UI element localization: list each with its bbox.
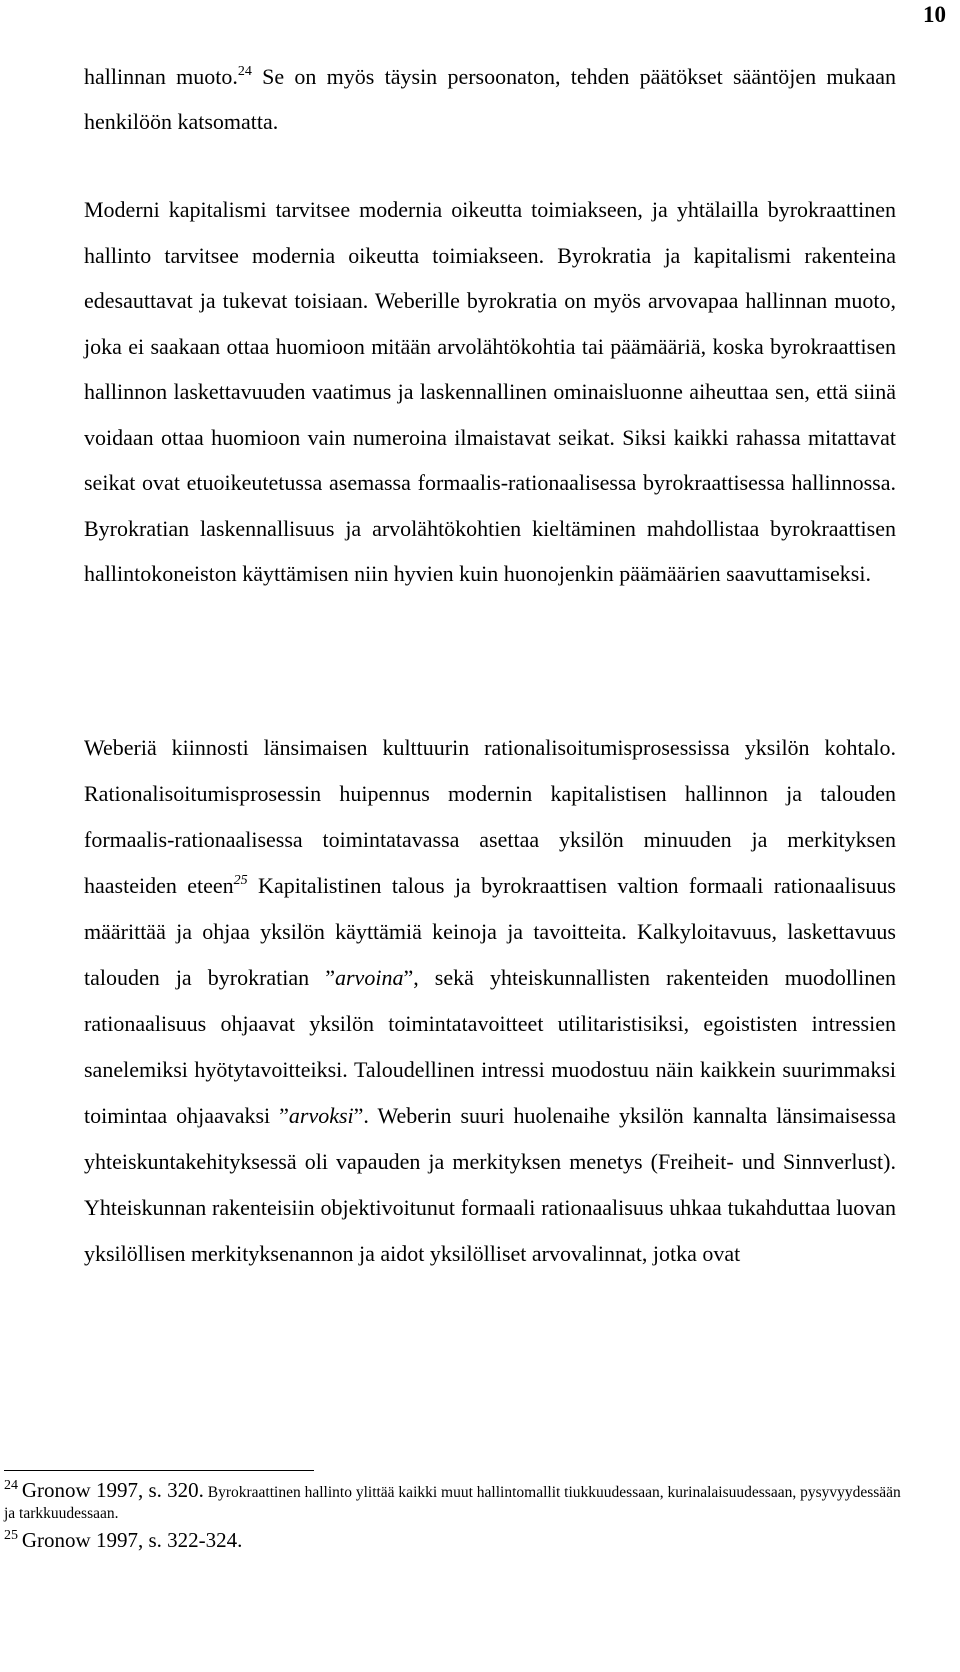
paragraph-2 [84,187,896,597]
paragraph-1-rest: Se on myös täysin persoonaton, tehden päätökset sääntöjen mukaan henkilöön katsomatta. [84,64,897,134]
paragraph-3-part2: Kapitalistinen talous ja byrokraattisen valtion formaali rationaalisuus määrittää ja ohjaa yksilön käyttämiä keinoja ja tavoitteita. Kalkyloitavuus, laskettavuus talouden ja byrokratian ” [84,873,896,990]
footnote-number: 24 [4,1478,18,1493]
italic-arvoina: arvoina [335,965,404,990]
paragraph-3-part1: Weberiä kiinnosti länsimaisen kulttuurin rationalisoitumisprosessissa yksilön kohtalo. Rationalisoitumisprosessin huipennus modernin kapitalistisen hallinnon ja talouden formaalis-rationaalisessa toimintatavassa asettaa yksilön minuuden ja merkityksen haasteiden eteen [84,735,896,898]
footnote-text: Byrokraattinen hallinto ylittää kaikki muut hallintomallit tiukkuudessaan, kurinalaisuudessaan, pysyvyydessään ja tarkkuudessaan. [4,1484,901,1522]
footnote-ref-25: 25 [233,873,248,888]
footnote-source: Gronow 1997, s. 320. [21,1478,204,1502]
page-number: 10 [923,2,946,27]
paragraph-1-start: hallinnan muoto. [84,64,238,89]
footnotes [4,1480,904,1553]
paragraph-2-text: Moderni kapitalismi tarvitsee modernia oikeutta toimiakseen, ja yhtälailla byrokraattinen hallinto tarvitsee modernia oikeutta toimiakseen. Byrokratia ja kapitalismi rakenteina edesauttavat ja tukevat toisiaan. Weberille byrokratia on myös arvovapaa hallinnan muoto, joka ei saakaan ottaa huomioon mitään arvolähtökohtia tai päämääriä, koska byrokraattisen hallinnon laskettavuuden vaatimus ja laskennallinen ominaisluonne aiheuttaa sen, että siinä voidaan ottaa huomioon vain numeroina ilmaistavat seikat. Siksi kaikki rahassa mitattavat seikat ovat etuoikeutetussa asemassa formaalis-rationaalisessa byrokraattisessa hallinnossa. Byrokratian laskennallisuus ja arvolähtökohtien kieltäminen mahdollistaa byrokraattisen hallintokoneiston käyttämisen niin hyvien kuin huonojenkin päämäärien saavuttamiseksi. [84,197,896,586]
paragraph-1 [84,54,896,144]
paragraph-3 [84,725,896,1277]
italic-arvoksi: arvoksi [288,1103,354,1128]
paragraph-3-part3: ”, sekä yhteiskunnallisten rakenteiden muodollinen rationaalisuus ohjaavat yksilön toimintatavoitteet utilitaristisiksi, egoististen intressien sanelemiksi hyötytavoitteiksi. Taloudellinen intressi muodostuu näin kaikkein suurimmaksi toimintaa ohjaavaksi ” [84,965,896,1128]
footnote-separator [4,1470,314,1471]
footnote-number: 25 [4,1528,18,1543]
footnote-ref-24: 24 [237,64,252,79]
paragraph-3-part4: ”. Weberin suuri huolenaihe yksilön kannalta länsimaisessa yhteiskuntakehityksessä oli vapauden ja merkityksen menetys (Freiheit- und Sinnverlust). Yhteiskunnan rakenteisiin objektivoitunut formaali rationaalisuus uhkaa tukahduttaa luovan yksilöllisen merkityksenannon ja aidot yksilölliset arvovalinnat, jotka ovat [84,1103,896,1266]
footnote-source: Gronow 1997, s. 322-324. [21,1528,243,1552]
footnote-25 [4,1530,904,1553]
footnote-24 [4,1480,904,1524]
